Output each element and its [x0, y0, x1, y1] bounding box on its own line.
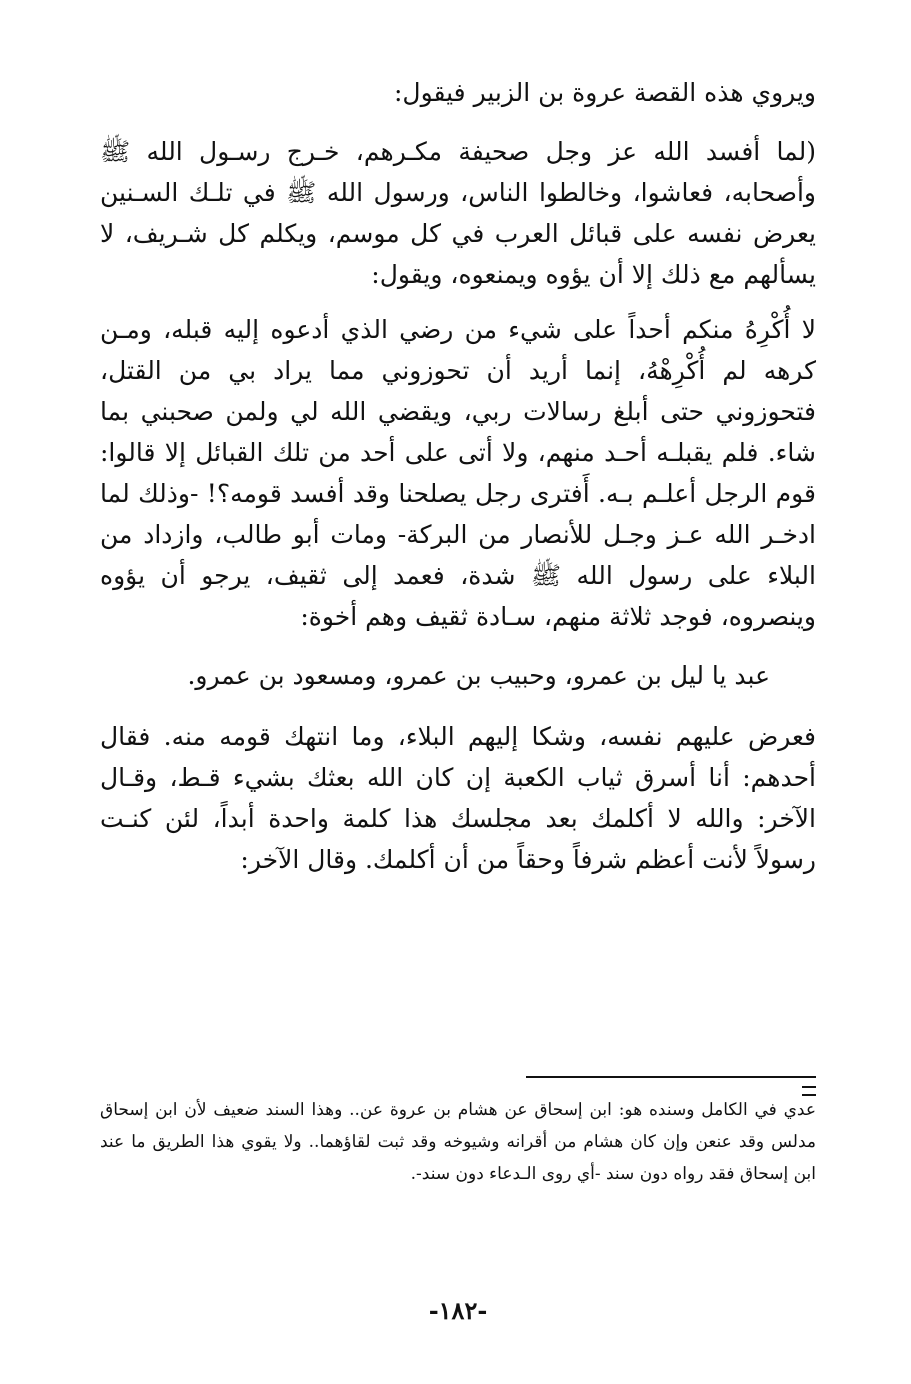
- body-paragraph-3: فعرض عليهم نفسه، وشكا إليهم البلاء، وما انتهك قومه منه. فقال أحدهم: أنا أسرق ثياب الكعبة إن كان الله بعثك بشيء قـط، وقـال الآخر: والله لا أكلمك بعد مجلسك هذا كلمة واحدة أبداً، لئن كنـت رسولاً لأنت أعظم شرفاً وحقاً من أن أكلمك. وقال الآخر:: [100, 722, 816, 874]
- names-line: عبد يا ليل بن عمرو، وحبيب بن عمرو، ومسعود بن عمرو.: [187, 661, 770, 690]
- footnote-rule: [526, 1076, 816, 1078]
- footnote-text: عدي في الكامل وسنده هو: ابن إسحاق عن هشام بن عروة عن.. وهذا السند ضعيف لأن ابن إسحاق مدلس وقد عنعن وإن كان هشام من أقرانه وشيوخه وقد ثبت لقاؤهما.. ولا يقوي هذا الطريق ما عند ابن إسحاق فقد رواه دون سند -أي روى الـدعاء دون سند-.: [100, 1100, 816, 1184]
- footnote-separator: [526, 1076, 816, 1078]
- intro-paragraph: ويروي هذه القصة عروة بن الزبير فيقول:: [393, 78, 816, 107]
- book-page: [100, 72, 816, 1362]
- body-paragraph-1: (لما أفسد الله عز وجل صحيفة مكـرهم، خـرج رسـول الله ﷺ وأصحابه، فعاشوا، وخالطوا الناس، ورسول الله ﷺ في تلـك السـنين يعرض نفسه على قبائل العرب في كل موسم، ويكلم كل شـريف، لا يسألهم مع ذلك إلا أن يؤوه ويمنعوه، ويقول:: [100, 137, 816, 289]
- body-paragraph-2: لا أُكْرِهُ منكم أحداً على شيء من رضي الذي أدعوه إليه قبله، ومـن كرهه لم أُكْرِهْهُ، إنما أريد أن تحوزوني مما يراد بي من القتل، فتحوزوني حتى أبلغ رسالات ربي، ويقضي الله لي ولمن صحبني بما شاء. فلم يقبلـه أحـد منهم، ولا أتى على أحد من تلك القبائل إلا قالوا: قوم الرجل أعلـم بـه. أَفترى رجل يصلحنا وقد أفسد قومه؟! -وذلك لما ادخـر الله عـز وجـل للأنصار من البركة- ومات أبو طالب، وازداد من البلاء على رسول الله ﷺ شدة، فعمد إلى ثقيف، يرجو أن يؤوه وينصروه، فوجد ثلاثة منهم، سـادة ثقيف وهم أخوة:: [100, 315, 816, 631]
- page-number: -١٨٢-: [428, 1296, 488, 1325]
